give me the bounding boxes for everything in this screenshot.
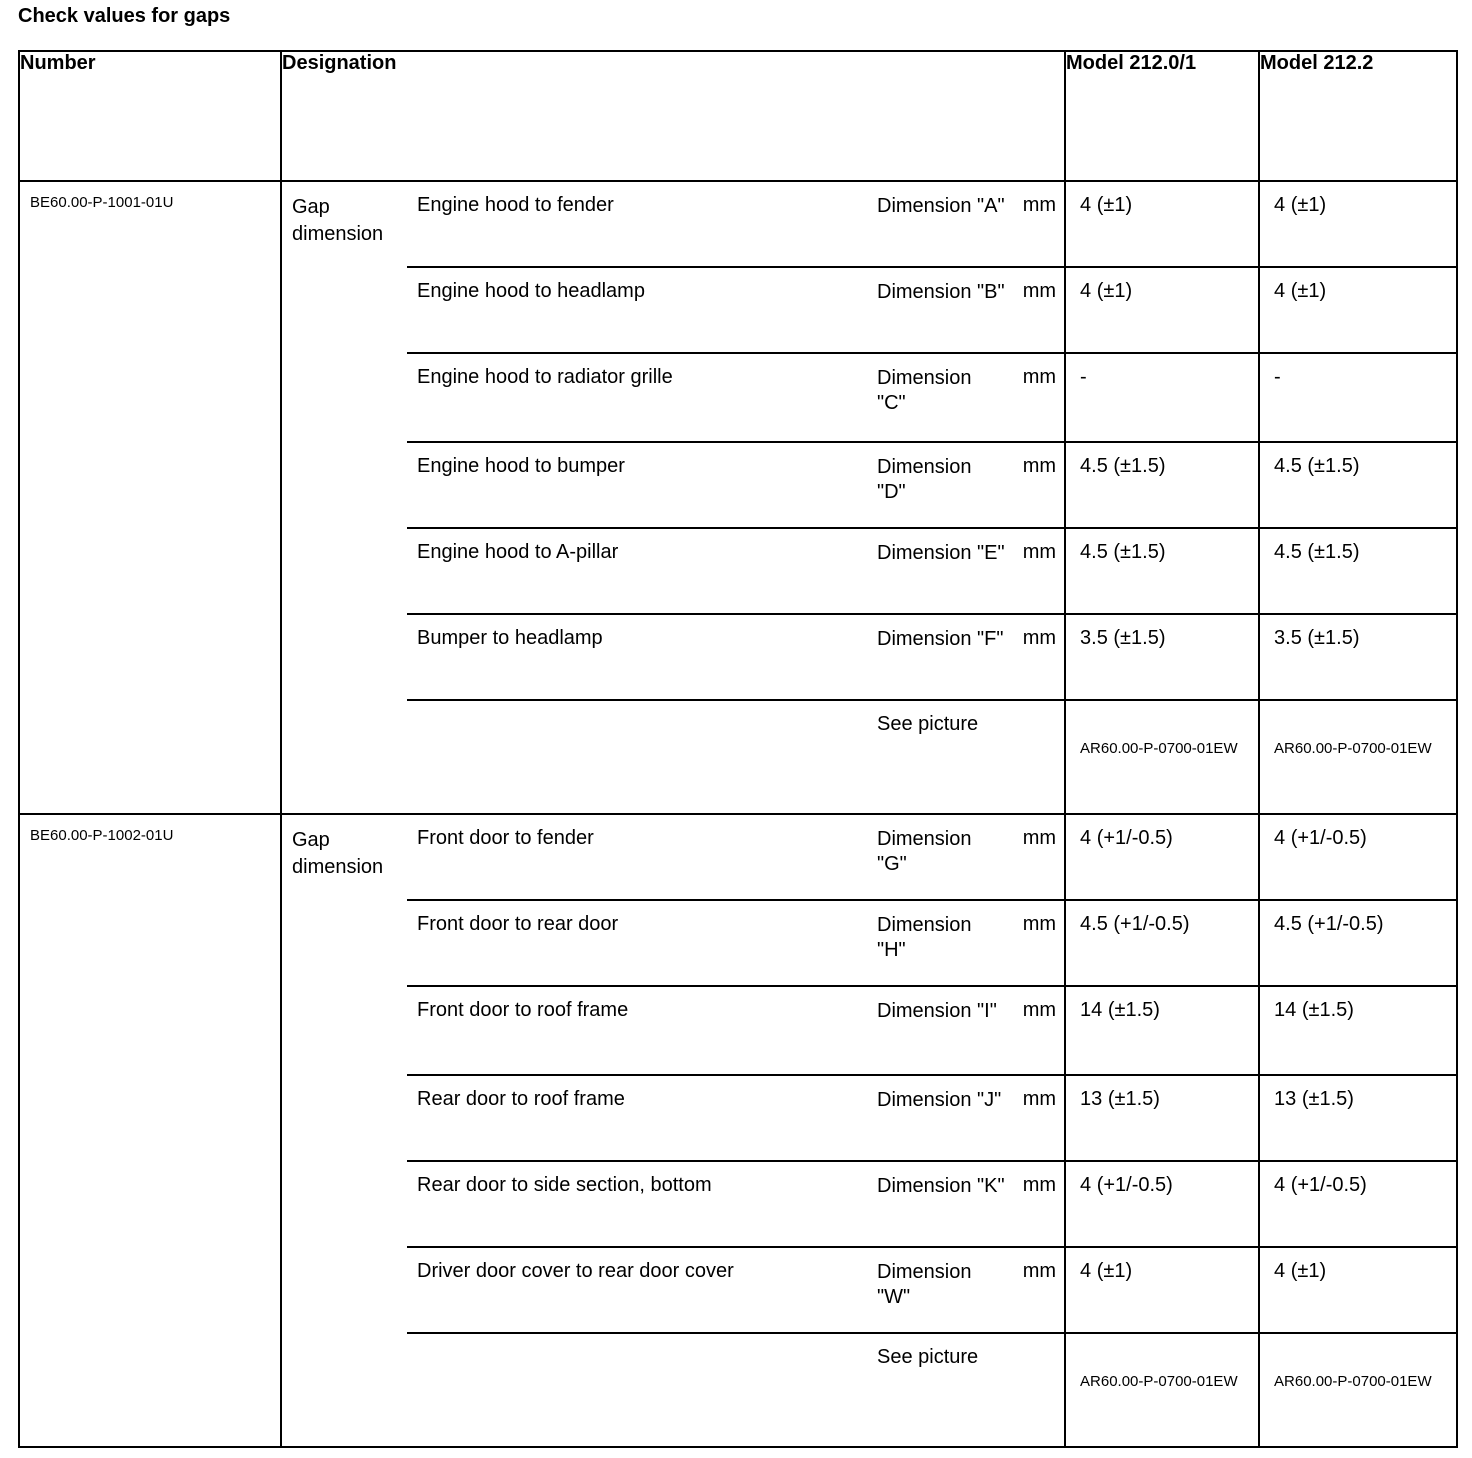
- row-value-model-212-2: 4.5 (±1.5): [1259, 528, 1457, 614]
- row-designation: Engine hood to fender: [407, 181, 867, 267]
- row-value-model-212-2: 4.5 (±1.5): [1259, 442, 1457, 528]
- see-picture-ref-model-212-0-1[interactable]: AR60.00-P-0700-01EW: [1065, 1333, 1259, 1447]
- row-unit: mm: [1005, 614, 1065, 700]
- row-dimension: Dimension "A": [867, 181, 1005, 267]
- row-value-model-212-2: 13 (±1.5): [1259, 1075, 1457, 1161]
- row-unit: mm: [1005, 181, 1065, 267]
- row-designation: Bumper to headlamp: [407, 614, 867, 700]
- row-unit: mm: [1005, 442, 1065, 528]
- row-designation: Rear door to side section, bottom: [407, 1161, 867, 1247]
- row-value-model-212-2: 4 (±1): [1259, 181, 1457, 267]
- row-value-model-212-0-1: 13 (±1.5): [1065, 1075, 1259, 1161]
- row-value-model-212-0-1: 4 (±1): [1065, 181, 1259, 267]
- row-designation: Driver door cover to rear door cover: [407, 1247, 867, 1333]
- see-picture-label: See picture: [867, 700, 1065, 814]
- row-dimension: Dimension "J": [867, 1075, 1005, 1161]
- row-value-model-212-0-1: 4 (±1): [1065, 267, 1259, 353]
- row-dimension: Dimension "D": [867, 442, 1005, 528]
- see-picture-ref-model-212-2[interactable]: AR60.00-P-0700-01EW: [1259, 700, 1457, 814]
- table-row: [19, 814, 1457, 900]
- row-value-model-212-2: 3.5 (±1.5): [1259, 614, 1457, 700]
- row-unit: mm: [1005, 267, 1065, 353]
- row-designation: Engine hood to radiator grille: [407, 353, 867, 442]
- row-unit: mm: [1005, 814, 1065, 900]
- row-value-model-212-0-1: -: [1065, 353, 1259, 442]
- row-unit: mm: [1005, 1161, 1065, 1247]
- header-designation: Designation: [281, 51, 1065, 181]
- row-value-model-212-2: 14 (±1.5): [1259, 986, 1457, 1075]
- row-unit: mm: [1005, 1247, 1065, 1333]
- row-value-model-212-0-1: 4 (±1): [1065, 1247, 1259, 1333]
- row-unit: mm: [1005, 900, 1065, 986]
- header-model-212-2: Model 212.2: [1259, 51, 1457, 181]
- row-value-model-212-2: 4 (±1): [1259, 1247, 1457, 1333]
- row-value-model-212-2: -: [1259, 353, 1457, 442]
- row-value-model-212-2: 4 (+1/-0.5): [1259, 1161, 1457, 1247]
- page-title: Check values for gaps: [18, 5, 231, 27]
- row-value-model-212-0-1: 4.5 (±1.5): [1065, 442, 1259, 528]
- gap-values-table: [18, 50, 1458, 1448]
- see-picture-ref-model-212-2[interactable]: AR60.00-P-0700-01EW: [1259, 1333, 1457, 1447]
- see-picture-spacer: [407, 700, 867, 814]
- header-number: Number: [19, 51, 281, 181]
- row-number: BE60.00-P-1001-01U: [19, 181, 281, 814]
- row-designation: Engine hood to headlamp: [407, 267, 867, 353]
- see-picture-spacer: [407, 1333, 867, 1447]
- row-number: BE60.00-P-1002-01U: [19, 814, 281, 1447]
- row-designation: Front door to rear door: [407, 900, 867, 986]
- row-dimension: Dimension "C": [867, 353, 1005, 442]
- see-picture-label: See picture: [867, 1333, 1065, 1447]
- table-body: [19, 181, 1457, 1447]
- row-category: Gap dimension: [281, 814, 407, 1447]
- row-value-model-212-0-1: 4 (+1/-0.5): [1065, 814, 1259, 900]
- row-dimension: Dimension "K": [867, 1161, 1005, 1247]
- row-designation: Engine hood to A-pillar: [407, 528, 867, 614]
- row-designation: Front door to fender: [407, 814, 867, 900]
- row-value-model-212-2: 4 (±1): [1259, 267, 1457, 353]
- row-dimension: Dimension "F": [867, 614, 1005, 700]
- row-designation: Engine hood to bumper: [407, 442, 867, 528]
- row-category: Gap dimension: [281, 181, 407, 814]
- row-unit: mm: [1005, 1075, 1065, 1161]
- table-row: [19, 181, 1457, 267]
- row-value-model-212-0-1: 4 (+1/-0.5): [1065, 1161, 1259, 1247]
- row-dimension: Dimension "H": [867, 900, 1005, 986]
- row-value-model-212-2: 4.5 (+1/-0.5): [1259, 900, 1457, 986]
- row-value-model-212-2: 4 (+1/-0.5): [1259, 814, 1457, 900]
- row-value-model-212-0-1: 4.5 (±1.5): [1065, 528, 1259, 614]
- row-value-model-212-0-1: 3.5 (±1.5): [1065, 614, 1259, 700]
- row-designation: Front door to roof frame: [407, 986, 867, 1075]
- header-model-212-0-1: Model 212.0/1: [1065, 51, 1259, 181]
- row-unit: mm: [1005, 353, 1065, 442]
- row-value-model-212-0-1: 4.5 (+1/-0.5): [1065, 900, 1259, 986]
- row-dimension: Dimension "W": [867, 1247, 1005, 1333]
- row-designation: Rear door to roof frame: [407, 1075, 867, 1161]
- table-header-row: [19, 51, 1457, 181]
- row-unit: mm: [1005, 986, 1065, 1075]
- row-dimension: Dimension "I": [867, 986, 1005, 1075]
- row-value-model-212-0-1: 14 (±1.5): [1065, 986, 1259, 1075]
- row-dimension: Dimension "B": [867, 267, 1005, 353]
- see-picture-ref-model-212-0-1[interactable]: AR60.00-P-0700-01EW: [1065, 700, 1259, 814]
- row-dimension: Dimension "G": [867, 814, 1005, 900]
- row-unit: mm: [1005, 528, 1065, 614]
- row-dimension: Dimension "E": [867, 528, 1005, 614]
